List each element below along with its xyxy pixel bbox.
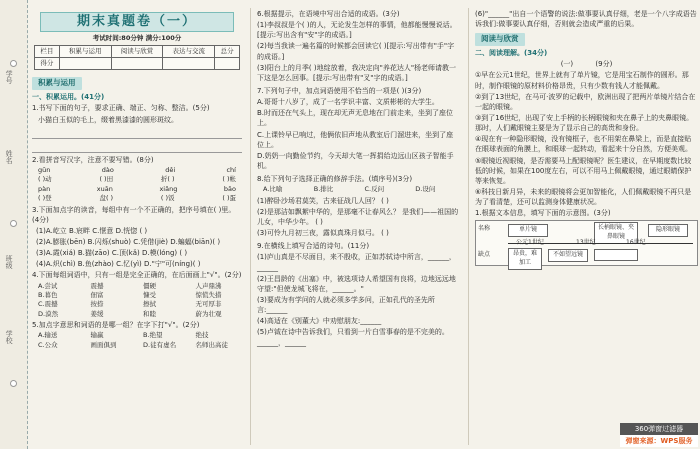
pinyin-row-1 bbox=[32, 166, 242, 175]
popup-source-label: 弹窗来源：WPS服务 bbox=[620, 435, 698, 447]
question-1: 1.书写下面的句子，要求正确、端正、匀称、整洁。(5分) bbox=[32, 104, 210, 113]
word: B.绝望 bbox=[143, 331, 163, 340]
binding-hole bbox=[10, 60, 17, 67]
exam-meta: 考试时间:80分钟 满分:100分 bbox=[92, 34, 182, 42]
exam-title-box bbox=[40, 12, 234, 32]
binding-label-xuehao: 学号 bbox=[5, 70, 14, 84]
passage-paragraph: ⑤眼镜近视眼镜，是否需要马上配眼镜呢？医生建议，在早期度数比较低的时候，如果在100度左右，可以不用马上佩戴眼镜，通过眼睛保护等来恢复。 bbox=[475, 156, 692, 185]
hanzi-blank[interactable]: ( )帐 bbox=[222, 175, 236, 184]
hanzi-blank[interactable]: ( )田 bbox=[99, 175, 114, 184]
defect-box: 昂贵，难加工 bbox=[508, 248, 542, 269]
hanzi-blank[interactable]: ( )登 bbox=[38, 194, 52, 203]
score-cell[interactable] bbox=[215, 58, 240, 70]
passage-score: (9分) bbox=[595, 60, 613, 69]
question-8-row: (3)可怜九月初三夜，露似真珠月似弓。 ( ) bbox=[257, 229, 389, 238]
timeline-diagram bbox=[475, 220, 698, 266]
word: B.暮色 bbox=[38, 290, 58, 299]
question-4-row bbox=[32, 282, 242, 291]
score-row-label: 得分 bbox=[35, 58, 60, 70]
passage-paragraph: ①早在公元1世纪，世界上就有了单片镜，它是用宝石制作的圆形。那时，制作眼镜的原材料价格昂贵，只有少数有钱人才能佩戴。 bbox=[475, 71, 689, 90]
word: 画面俱到 bbox=[90, 340, 117, 349]
binding-label-xingming: 姓名 bbox=[5, 150, 14, 164]
question-9-row: (1)庐山真是不尽面目，来不殷收，正如苏轼诗中所言，______，______ bbox=[257, 253, 456, 272]
rhetoric-option: D.设问 bbox=[415, 185, 436, 194]
word: C.公众 bbox=[38, 340, 58, 349]
question-8: 8.给下列句子选择正确的修辞手法。(填序号)(3分) bbox=[257, 175, 413, 184]
question-4-row bbox=[32, 291, 242, 300]
question-5-row bbox=[32, 331, 242, 340]
timeline-box: 长柄眼镜、夹鼻眼镜 bbox=[594, 222, 638, 243]
pinyin: bāo bbox=[223, 184, 236, 193]
word: 惊慌失措 bbox=[195, 290, 222, 299]
defect-box: 不如望远镜 bbox=[548, 249, 588, 262]
pinyin: xuān bbox=[96, 184, 113, 193]
column-2 bbox=[250, 8, 460, 445]
question-7-option: B.时而还在气头上，现在却无声无息地在门前走来，坐到了座位上。 bbox=[257, 109, 454, 128]
rhetoric-option: A.比喻 bbox=[263, 185, 283, 194]
question-5-row bbox=[32, 341, 242, 350]
rhetoric-option: C.反问 bbox=[364, 185, 385, 194]
hanzi-blank[interactable]: ( )蛋 bbox=[222, 194, 236, 203]
word: 姜缓 bbox=[90, 309, 104, 318]
question-8-options bbox=[257, 185, 460, 194]
word: 无可厚非 bbox=[195, 300, 222, 309]
question-3-row: (3)A.霞(xiá) B.猫(zāo) C.顶(kǎ) D.模(lóng) ( ) bbox=[36, 249, 188, 258]
word: 绝技 bbox=[195, 331, 209, 340]
word: 擦拭 bbox=[143, 300, 156, 309]
part2-heading: 二、阅读理解。(34分) bbox=[475, 49, 548, 58]
score-header-cell: 栏目 bbox=[35, 46, 60, 58]
passage-paragraph: ②到了13世纪，在马可·波罗的记载中，欧洲出现了把两片单镜片结合在一起的眼镜。 bbox=[475, 92, 696, 111]
timeline-box: 单片镜 bbox=[508, 224, 548, 237]
part1-heading: 一、积累运用。(41分) bbox=[32, 93, 105, 102]
timeline-box: 隐形眼镜 bbox=[648, 224, 688, 237]
popup-filter-label: 360弹窗过滤器 bbox=[620, 423, 698, 435]
section-tag-reading: 阅读与欣赏 bbox=[475, 33, 525, 46]
question-6-item: (3)阳台上的月季( )地绽放着，我决定向"养花达人"杨老师请教一下这是怎么回事。[提示:写出带有"叉"字的成语。] bbox=[257, 63, 457, 82]
score-header-cell: 总分 bbox=[215, 46, 240, 58]
score-header-cell: 阅读与欣赏 bbox=[111, 46, 163, 58]
question-9-row: (5)卢钺在诗中告诉我们，只看到一片白雪事春的是不完美的。______，______ bbox=[257, 328, 449, 347]
word: D.徒有虚名 bbox=[143, 340, 177, 349]
question-6-item: (2)每当我读一遍名篇的时候都会回读它( )[提示:写出带有"手"字的成语。] bbox=[257, 42, 455, 61]
timeline-tick: 公元1世纪 bbox=[516, 239, 544, 247]
word: 蔚为壮观 bbox=[195, 309, 222, 318]
binding-hole bbox=[10, 220, 17, 227]
pinyin: děi bbox=[165, 165, 176, 174]
pinyin: chí bbox=[226, 165, 236, 174]
question-9-row: (2)王昌龄的《出塞》中，被选项诗人希望国有良将，边地远远地守望:"但使龙城飞将在，______。" bbox=[257, 274, 456, 293]
score-header-cell: 表达与交流 bbox=[163, 46, 215, 58]
hanzi-blank[interactable]: 折( ) bbox=[160, 175, 175, 184]
column-3 bbox=[468, 8, 698, 445]
reading-question-1: 1.根据文本信息，填写下面的示意图。(3分) bbox=[475, 209, 611, 218]
score-header-cell: 积累与运用 bbox=[59, 46, 111, 58]
word: 人声鼎沸 bbox=[195, 281, 222, 290]
question-9-row: (4)高适在《别董大》中劝慰朋友:______ bbox=[257, 317, 382, 326]
timeline-tick: 16世纪 bbox=[626, 239, 646, 247]
score-cell[interactable] bbox=[163, 58, 215, 70]
pinyin: xiǎng bbox=[159, 184, 178, 193]
binding-strip bbox=[0, 0, 28, 449]
binding-label-banji: 班级 bbox=[5, 255, 14, 269]
word: C.震撼 bbox=[38, 300, 58, 309]
question-7: 7.下列句子中，加点词语使用不恰当的一项是( )(3分) bbox=[257, 86, 422, 95]
question-9-item-6: (6)"______"出自一个语警的说法:做事要认真仔细，老是一个八字成语告诉我们:做事要认真仔细，否则就会造成严重的后果。 bbox=[475, 10, 697, 29]
question-7-option: A.哥哥十八岁了，成了一名学识丰富、文质彬彬的大学生。 bbox=[257, 98, 439, 107]
answer-line[interactable] bbox=[32, 127, 242, 139]
question-3: 3.下面加点字的读音，每组中有一个不正确的，把序号填在( )里。(4分) bbox=[32, 205, 236, 224]
word: A.尝试 bbox=[38, 281, 58, 290]
column-1 bbox=[32, 8, 242, 445]
question-7-option: C.上课铃早已响过，他俩依旧声地从教室后门溜进来，坐到了座位上。 bbox=[257, 130, 454, 149]
rhetoric-option: B.排比 bbox=[313, 185, 334, 194]
question-6-item: (1)李叔叔是个( )的人，无论发生怎样的事情，他都能慢慢说话。[提示:写出含有"安"字的成语。] bbox=[257, 21, 457, 40]
popup-source-watermark[interactable] bbox=[620, 423, 698, 447]
question-6: 6.根据提示，在语境中写出合适的成语。(3分) bbox=[257, 10, 400, 18]
pinyin: gūn bbox=[38, 165, 51, 174]
word: 按捺 bbox=[90, 300, 104, 309]
question-5: 5.加点字意思和词语的是哪一组？在字下打"√"。(2分) bbox=[32, 321, 200, 330]
question-4-row bbox=[32, 300, 242, 309]
question-3-row: (4)A.炽(chì) B.鱼(zhào) C.忆(yì) D."宁"可(níng)( ) bbox=[36, 260, 201, 269]
pinyin: pàn bbox=[38, 184, 51, 193]
passage-paragraph: ⑥科技日新月异，未来的眼镜将会更加智能化，人们佩戴眼镜不再只是为了看清楚，还可以监测身体健康状况。 bbox=[475, 187, 692, 207]
passage-title: (一) bbox=[560, 60, 574, 69]
question-8-row: (2)是那洁如飘絮中华的，是那毫不让春风么？ 是我们——祖国的儿女，中华少年。 ( ) bbox=[257, 207, 459, 226]
hanzi-blank-row-2 bbox=[32, 194, 242, 203]
score-cell[interactable] bbox=[59, 58, 111, 70]
defect-blank[interactable] bbox=[594, 249, 638, 261]
word: 僵硬 bbox=[143, 281, 156, 290]
row-label: 缺点 bbox=[478, 251, 491, 259]
timeline-tick: 13世纪 bbox=[576, 239, 596, 247]
row-label: 名称 bbox=[478, 225, 491, 233]
score-table bbox=[34, 45, 240, 70]
answer-line[interactable] bbox=[32, 141, 242, 153]
exam-title: 期末真题卷（一） bbox=[76, 13, 197, 29]
passage-paragraph: ③到了16世纪，出现了安上手柄的长柄眼镜和夹在鼻子上的夹鼻眼镜。那时，人们戴眼镜主要是为了显示自己的高贵和身份。 bbox=[475, 114, 694, 133]
score-cell[interactable] bbox=[111, 58, 163, 70]
hanzi-blank[interactable]: ( )饭 bbox=[160, 194, 175, 203]
question-9: 9.在横线上填写合适的诗句。(11分) bbox=[257, 242, 370, 251]
question-3-row: (2)A.膨胀(bēn) B.闪烁(shuò) C.凭借(jiè) D.蝙蝠(biān)( ) bbox=[36, 237, 221, 246]
passage-paragraph: ④现在有一种隐形眼镜，没有镜框子，也不用架在鼻梁上，而是直接贴在眼球表面的角膜上，和眼球一起转动，看起来十分自然，方便美观。 bbox=[475, 135, 692, 154]
question-7-option: D.奶奶一向勤俭节约，今天却大笔一挥捐给边远山区孩子智能手机。 bbox=[257, 151, 454, 170]
section-tag-accumulation: 积累与运用 bbox=[32, 77, 82, 90]
word: 佃富 bbox=[90, 290, 104, 299]
question-4-row bbox=[32, 310, 242, 319]
question-3-row: (1)A.屹立 B.宸畔 C.惬意 D.恍惚 ( ) bbox=[36, 226, 148, 235]
word: 和睦 bbox=[143, 309, 156, 318]
question-9-row: (3)要成为有学问的人就必须多学多问，正如孔代的圣先所言:______ bbox=[257, 295, 435, 315]
word: 震撼 bbox=[90, 281, 104, 290]
pinyin: dào bbox=[101, 165, 114, 174]
word: D.漠然 bbox=[38, 309, 59, 318]
hanzi-blank[interactable]: 盘( ) bbox=[99, 194, 114, 203]
question-4: 4.下面每组词语中，只有一组是完全正确的，在后面画上"√"。(2分) bbox=[32, 271, 242, 280]
hanzi-blank[interactable]: ( )动 bbox=[38, 175, 52, 184]
hanzi-blank-row-1 bbox=[32, 175, 242, 184]
word: 慷受 bbox=[143, 290, 156, 299]
question-2: 2.看拼音写汉字，注意不要写错。(8分) bbox=[32, 155, 154, 164]
pinyin-row-2 bbox=[32, 185, 242, 194]
binding-label-xuexiao: 学校 bbox=[5, 330, 14, 344]
question-1-text: 小猫白玉似的毛上，缀着黑漆漆的圆形斑纹。 bbox=[38, 115, 178, 124]
passage-heading bbox=[475, 59, 698, 69]
binding-hole bbox=[10, 380, 17, 387]
question-8-row: (1)醉卧沙场君莫笑，古来征战几人回？ ( ) bbox=[257, 196, 389, 205]
word: 输赢 bbox=[90, 331, 104, 340]
word: A.输送 bbox=[38, 331, 58, 340]
word: 名师出高徒 bbox=[195, 340, 228, 349]
